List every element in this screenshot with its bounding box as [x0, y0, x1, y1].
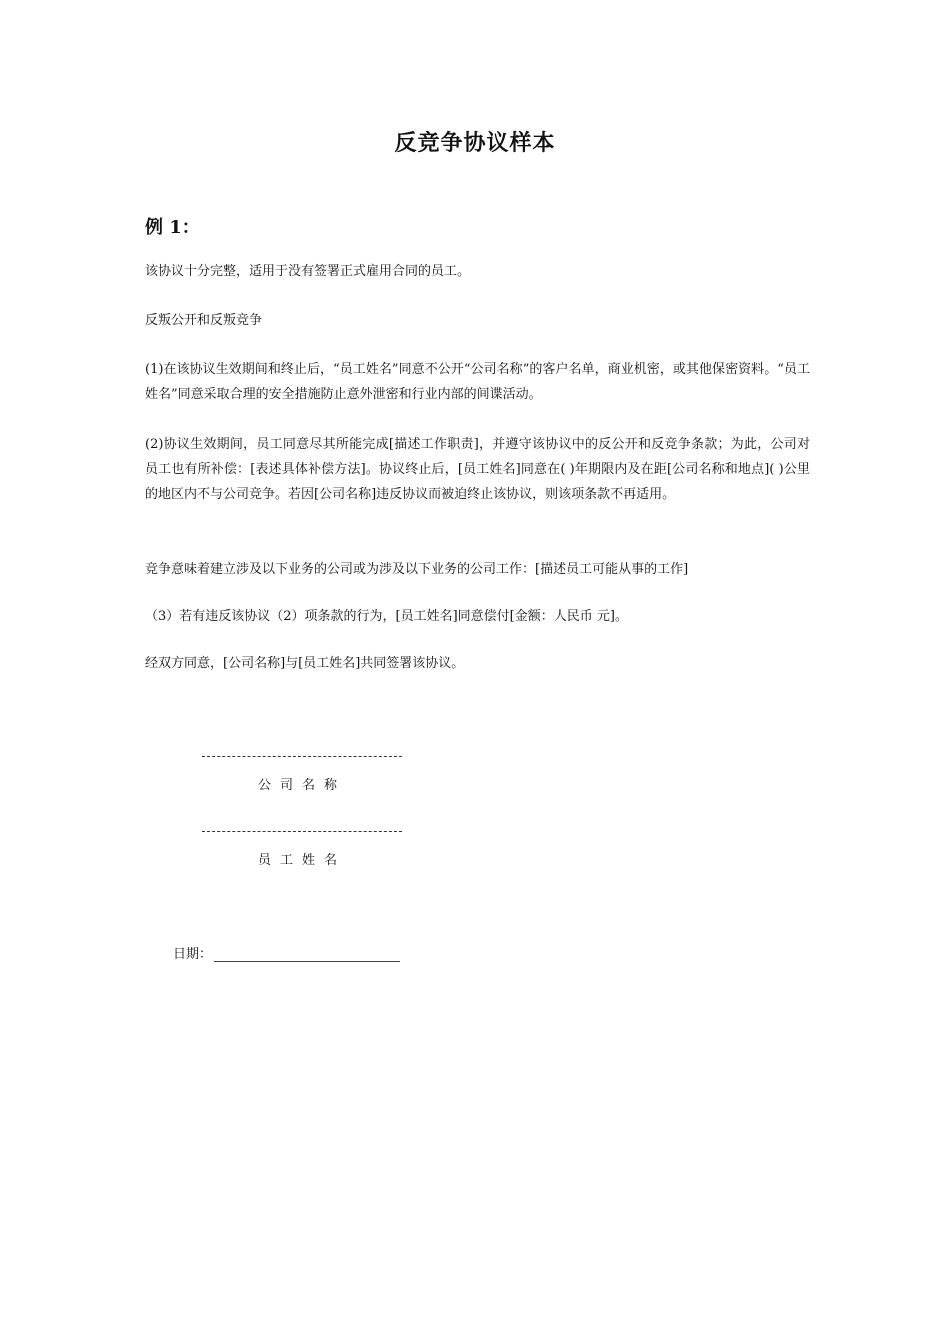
- date-line: [214, 947, 400, 962]
- section-heading: 反叛公开和反叛竞争: [145, 313, 263, 328]
- competition-definition-paragraph: 竞争意味着建立涉及以下业务的公司或为涉及以下业务的公司工作：[描述员工可能从事的工作]: [145, 562, 689, 577]
- example-heading: 例 1：: [145, 217, 200, 238]
- clause-3-paragraph: （3）若有违反该协议（2）项条款的行为，[员工姓名]同意偿付[金额：人民币 元]。: [145, 609, 628, 624]
- company-signature-line: [202, 756, 402, 757]
- clause-1-paragraph: (1)在该协议生效期间和终止后，“员工姓名”同意不公开“公司名称”的客户名单，商业机密，或其他保密资料。“员工姓名”同意采取合理的安全措施防止意外泄密和行业内部的间谍活动。: [145, 362, 810, 402]
- intro-paragraph: 该协议十分完整，适用于没有签署正式雇用合同的员工。: [145, 264, 471, 279]
- date-row: [173, 943, 400, 962]
- employee-signature-line: [202, 831, 402, 832]
- date-label: 日期：: [173, 947, 213, 962]
- employee-signature-label: 员工姓名: [257, 853, 346, 868]
- company-signature-label: 公司名称: [257, 778, 346, 793]
- page-title: 反竞争协议样本: [394, 130, 556, 156]
- closing-paragraph: 经双方同意，[公司名称]与[员工姓名]共同签署该协议。: [145, 656, 465, 671]
- clause-2-paragraph: (2)协议生效期间，员工同意尽其所能完成[描述工作职责]，并遵守该协议中的反公开和反竞争条款；为此，公司对员工也有所补偿：[表述具体补偿方法]。协议终止后，[员工姓名]同意在( )年期限内及在距[公司名称和地点]( )公里的地区内不与公司竞争。若因[公司名称]违反协议而被迫终止该协议，则该项条款不再适用。: [145, 437, 810, 502]
